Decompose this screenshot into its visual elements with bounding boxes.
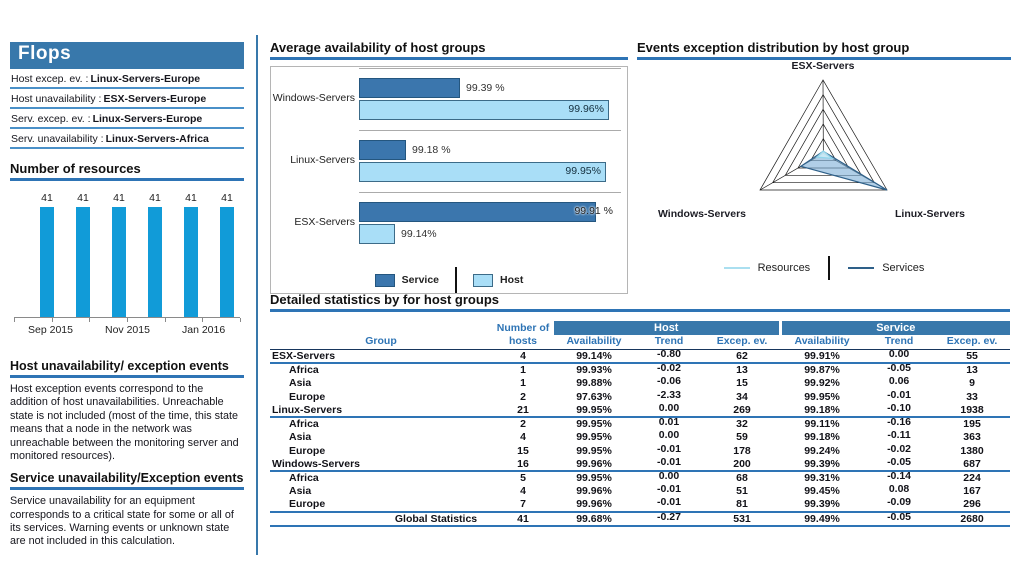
cell-value: 99.92%: [804, 377, 840, 390]
cell-group: Asia: [289, 377, 312, 390]
axis-tick: [202, 318, 203, 322]
flop-item: [10, 129, 244, 149]
cell-value: 99.39%: [780, 458, 864, 472]
note-heading-service: Service unavailability/Exception events: [10, 471, 244, 490]
axis-tick: [89, 318, 90, 322]
trend-value: -0.05: [887, 510, 911, 523]
flop-item-label: Serv. unavailability :: [11, 133, 104, 145]
header-hosts: hosts: [492, 335, 554, 350]
statistics-table: [270, 321, 1010, 527]
cell-value: 99.49%: [780, 512, 864, 526]
trend-value: -0.05: [887, 455, 911, 468]
cell-value: 41: [492, 512, 554, 526]
cell-value: 99.18%: [804, 431, 840, 444]
trend-value: 0.00: [888, 348, 910, 360]
cell-value: 531: [704, 512, 780, 526]
cell-group: Africa: [289, 472, 319, 485]
availability-group-row: [271, 130, 627, 192]
cell-value: 55: [934, 350, 1010, 364]
cell-value: 363: [963, 431, 981, 444]
cell-value: 97.63%: [576, 390, 612, 403]
resources-chart-title: Number of resources: [10, 161, 244, 181]
bars-area: [359, 192, 619, 244]
trend-value: -0.14: [887, 470, 911, 483]
header-service-trend: Trend: [864, 335, 934, 350]
resources-bar-column: [184, 192, 198, 317]
flops-header: Flops: [10, 42, 244, 69]
trend-value: 0.00: [658, 429, 680, 442]
trend-value: 0.00: [658, 470, 680, 483]
cell-value: [864, 512, 934, 526]
trend-value: -0.01: [657, 442, 681, 455]
cell-value: 195: [963, 418, 981, 431]
bars-area: [359, 130, 619, 182]
cell-value: 99.31%: [804, 472, 840, 485]
axis-tick: [14, 318, 15, 322]
cell-value: 99.39%: [780, 498, 864, 512]
cell-value: 1380: [960, 444, 984, 457]
cell-value: 33: [966, 390, 978, 403]
host-bar: [359, 224, 395, 244]
table-row-region: [270, 498, 1010, 512]
cell-value: 99.68%: [554, 512, 634, 526]
resources-bar-column: [148, 192, 162, 317]
radar-series-services: [801, 151, 887, 190]
bar-value-label: 99.96%: [568, 103, 604, 115]
trend-value: -0.01: [657, 455, 681, 468]
bar-value-label: 99.39 %: [466, 81, 505, 94]
axis-tick: [127, 318, 128, 322]
cell-value: [634, 498, 704, 512]
header-host-excep: Excep. ev.: [704, 335, 780, 350]
radar-axis-label-esx: ESX-Servers: [791, 60, 855, 72]
cell-value: 32: [736, 418, 748, 431]
trend-value: -0.01: [657, 483, 681, 496]
cell-value: 99.88%: [576, 377, 612, 390]
cell-value: 13: [736, 364, 748, 377]
cell-value: 15: [736, 377, 748, 390]
service-bar: [359, 140, 406, 160]
cell-value: 296: [934, 498, 1010, 512]
bar-line: [359, 77, 619, 98]
resources-bar-column: [220, 192, 234, 317]
cell-value: 687: [934, 458, 1010, 472]
trend-value: -0.01: [657, 496, 681, 509]
radar-chart: [637, 60, 1011, 222]
cell-value: 99.95%: [576, 418, 612, 431]
cell-group: Asia: [289, 431, 312, 444]
sidebar: [10, 42, 244, 549]
bar-value-label: 99.14%: [401, 227, 437, 240]
trend-value: -2.33: [657, 388, 681, 401]
availability-chart-section: [270, 40, 628, 294]
cell-value: 99.95%: [576, 472, 612, 485]
resources-bar-column: [40, 192, 54, 317]
legend-label-service: Service: [401, 274, 440, 286]
trend-value: 0.01: [658, 416, 680, 429]
category-label: ESX-Servers: [294, 216, 355, 228]
header-host-availability: Availability: [554, 335, 634, 350]
cell-value: 99.96%: [554, 498, 634, 512]
cell-value: 99.96%: [576, 485, 612, 498]
resources-line-icon: [724, 267, 750, 269]
flops-list: [10, 69, 244, 149]
services-line-icon: [848, 267, 874, 269]
trend-value: -0.05: [887, 362, 911, 375]
flop-item-value: Linux-Servers-Africa: [105, 133, 209, 145]
statistics-table-body: [270, 350, 1010, 526]
cell-value: 99.91%: [780, 350, 864, 364]
cell-value: 16: [492, 458, 554, 472]
cell-group: ESX-Servers: [270, 350, 492, 364]
flop-item-label: Serv. excep. ev. :: [11, 113, 91, 125]
trend-value: -0.27: [657, 510, 681, 523]
radar-axis-label-linux: Linux-Servers: [894, 208, 966, 220]
flop-item-value: Linux-Servers-Europe: [90, 73, 201, 85]
table-row-group: [270, 458, 1010, 472]
service-bar: [359, 78, 460, 98]
resources-bar: [220, 207, 234, 317]
header-band-host: Host: [554, 321, 780, 335]
cell-value: 1: [520, 377, 526, 390]
cell-group: Africa: [289, 364, 319, 377]
host-swatch-icon: [473, 274, 493, 287]
bar-value-label: 41: [185, 192, 197, 204]
cell-value: 5: [520, 472, 526, 485]
radar-svg: [637, 72, 1011, 206]
cell-group: Europe: [270, 498, 492, 512]
category-label: Windows-Servers: [272, 92, 355, 104]
bar-value-label: 41: [41, 192, 53, 204]
bar-line: [359, 201, 619, 222]
flop-item-value: ESX-Servers-Europe: [103, 93, 207, 105]
x-tick-label: Nov 2015: [105, 324, 150, 336]
resources-axis: [14, 317, 240, 322]
cell-value: [634, 350, 704, 364]
cell-value: 99.95%: [554, 404, 634, 418]
cell-group: Africa: [289, 418, 319, 431]
column-separator-line: [256, 35, 258, 555]
service-swatch-icon: [375, 274, 395, 287]
cell-value: 99.95%: [576, 431, 612, 444]
availability-chart-title: Average availability of host groups: [270, 40, 628, 60]
radar-chart-section: [637, 40, 1011, 280]
cell-group: Global Statistics: [270, 512, 492, 526]
cell-value: 99.14%: [554, 350, 634, 364]
flop-item: [10, 89, 244, 109]
cell-value: 81: [704, 498, 780, 512]
cell-value: 99.87%: [804, 364, 840, 377]
cell-value: [634, 512, 704, 526]
bar-value-label: 41: [77, 192, 89, 204]
separator-line: [359, 68, 621, 69]
resources-bar: [112, 207, 126, 317]
cell-value: 99.45%: [804, 485, 840, 498]
legend-label-host: Host: [500, 274, 524, 286]
cell-value: 7: [492, 498, 554, 512]
cell-value: 2: [520, 418, 526, 431]
cell-value: 1938: [934, 404, 1010, 418]
cell-value: [864, 350, 934, 364]
header-band-service: Service: [780, 321, 1010, 335]
trend-value: -0.02: [657, 362, 681, 375]
flop-item: [10, 109, 244, 129]
availability-group-row: [271, 68, 627, 130]
trend-value: -0.09: [887, 496, 911, 509]
bar-line: [359, 161, 619, 182]
bar-value-label: 99.18 %: [412, 143, 451, 156]
cell-group: Windows-Servers: [270, 458, 492, 472]
cell-value: 200: [704, 458, 780, 472]
cell-value: 99.95%: [804, 390, 840, 403]
availability-rows: [271, 68, 627, 254]
bar-line: [359, 139, 619, 160]
legend-divider: [828, 256, 830, 280]
cell-value: 1: [520, 364, 526, 377]
resources-bar-column: [112, 192, 126, 317]
resources-axis-wrap: [10, 317, 244, 341]
trend-value: -0.10: [887, 401, 911, 414]
radar-legend: [637, 256, 1011, 280]
host-bar: [359, 100, 609, 120]
cell-value: 4: [492, 350, 554, 364]
cell-value: 167: [963, 485, 981, 498]
cell-value: 224: [963, 472, 981, 485]
bar-value-label: 41: [113, 192, 125, 204]
cell-value: 68: [736, 472, 748, 485]
cell-value: 13: [966, 364, 978, 377]
header-service-excep: Excep. ev.: [934, 335, 1010, 350]
bar-value-label: 99.95%: [565, 165, 601, 177]
cell-group: Europe: [289, 444, 326, 457]
note-heading-host: Host unavailability/ exception events: [10, 359, 244, 378]
cell-value: 99.24%: [804, 444, 840, 457]
flop-item-label: Host unavailability :: [11, 93, 102, 105]
cell-value: 51: [736, 485, 748, 498]
radar-chart-title: Events exception distribution by host group: [637, 40, 1011, 60]
header-group: Group: [270, 335, 492, 350]
trend-value: -0.01: [887, 388, 911, 401]
cell-value: [864, 455, 934, 472]
category-label: Linux-Servers: [290, 154, 355, 166]
cell-value: 99.95%: [576, 444, 612, 457]
flop-item-value: Linux-Servers-Europe: [92, 113, 203, 125]
resources-bar: [148, 207, 162, 317]
statistics-table-title: Detailed statistics by for host groups: [270, 292, 1010, 312]
cell-value: 99.18%: [780, 404, 864, 418]
axis-tick: [52, 318, 53, 322]
cell-value: 62: [704, 350, 780, 364]
note-body-service: Service unavailability for an equipment corresponds to a critical state for some or all of its services. Warning events or unknown state are not included in this calculation.: [10, 495, 234, 548]
table-row-group: [270, 350, 1010, 364]
cell-value: 99.11%: [804, 418, 840, 431]
cell-value: 15: [517, 444, 529, 457]
statistics-table-section: [270, 292, 1010, 527]
cell-value: [864, 401, 934, 418]
axis-tick: [240, 318, 241, 322]
cell-value: [864, 498, 934, 512]
trend-value: -0.02: [887, 442, 911, 455]
availability-chart-box: [270, 66, 628, 294]
cell-value: [634, 455, 704, 472]
x-tick-label: Jan 2016: [182, 324, 226, 336]
separator-line: [359, 130, 621, 131]
trend-value: 0.00: [658, 401, 680, 414]
resources-bars: [10, 189, 244, 317]
service-bar: [359, 202, 613, 222]
cell-value: 4: [520, 485, 526, 498]
table-row-group: [270, 404, 1010, 418]
cell-value: 269: [704, 404, 780, 418]
resources-bar: [184, 207, 198, 317]
trend-value: -0.16: [887, 416, 911, 429]
trend-value: 0.08: [888, 483, 910, 496]
cell-value: 59: [736, 431, 748, 444]
header-number-of: Number of: [496, 322, 550, 334]
host-bar: [359, 162, 606, 182]
radar-axis-label-windows: Windows-Servers: [657, 208, 747, 220]
cell-value: 99.96%: [554, 458, 634, 472]
axis-tick: [165, 318, 166, 322]
cell-value: [634, 401, 704, 418]
cell-value: 21: [492, 404, 554, 418]
availability-group-row: [271, 192, 627, 254]
x-tick-label: Sep 2015: [28, 324, 73, 336]
note-body-host: Host exception events correspond to the addition of host unavailabilities. Unreachable state is not included (most of the time, this state means that a node in the network was unreachable between the monitoring server and monitored resources).: [10, 383, 239, 462]
cell-value: 99.93%: [576, 364, 612, 377]
bar-value-label: 99.91 %: [574, 205, 613, 217]
header-host-trend: Trend: [634, 335, 704, 350]
cell-value: 2680: [934, 512, 1010, 526]
cell-value: 2: [520, 390, 526, 403]
legend-label-services: Services: [882, 262, 925, 274]
cell-value: 4: [520, 431, 526, 444]
cell-value: 9: [969, 377, 975, 390]
trend-value: 0.06: [888, 375, 910, 388]
bar-line: [359, 223, 619, 244]
trend-value: -0.06: [657, 375, 681, 388]
flop-item-label: Host excep. ev. :: [11, 73, 89, 85]
trend-value: -0.11: [887, 429, 911, 442]
cell-value: 34: [736, 390, 748, 403]
bar-line: [359, 99, 619, 120]
bar-value-label: 41: [221, 192, 233, 204]
availability-legend: [271, 267, 627, 293]
header-spacer: [270, 321, 492, 335]
cell-group: Europe: [289, 390, 326, 403]
cell-value: 178: [733, 444, 751, 457]
resources-bar: [76, 207, 90, 317]
resources-bar: [40, 207, 54, 317]
cell-group: Asia: [289, 485, 312, 498]
cell-group: Linux-Servers: [270, 404, 492, 418]
separator-line: [359, 192, 621, 193]
bar-value-label: 41: [149, 192, 161, 204]
legend-divider: [455, 267, 457, 293]
legend-label-resources: Resources: [757, 262, 811, 274]
trend-value: -0.80: [657, 348, 681, 360]
header-service-availability: Availability: [780, 335, 864, 350]
bars-area: [359, 68, 619, 120]
resources-bar-column: [76, 192, 90, 317]
flop-item: [10, 69, 244, 89]
table-row-global: [270, 512, 1010, 526]
